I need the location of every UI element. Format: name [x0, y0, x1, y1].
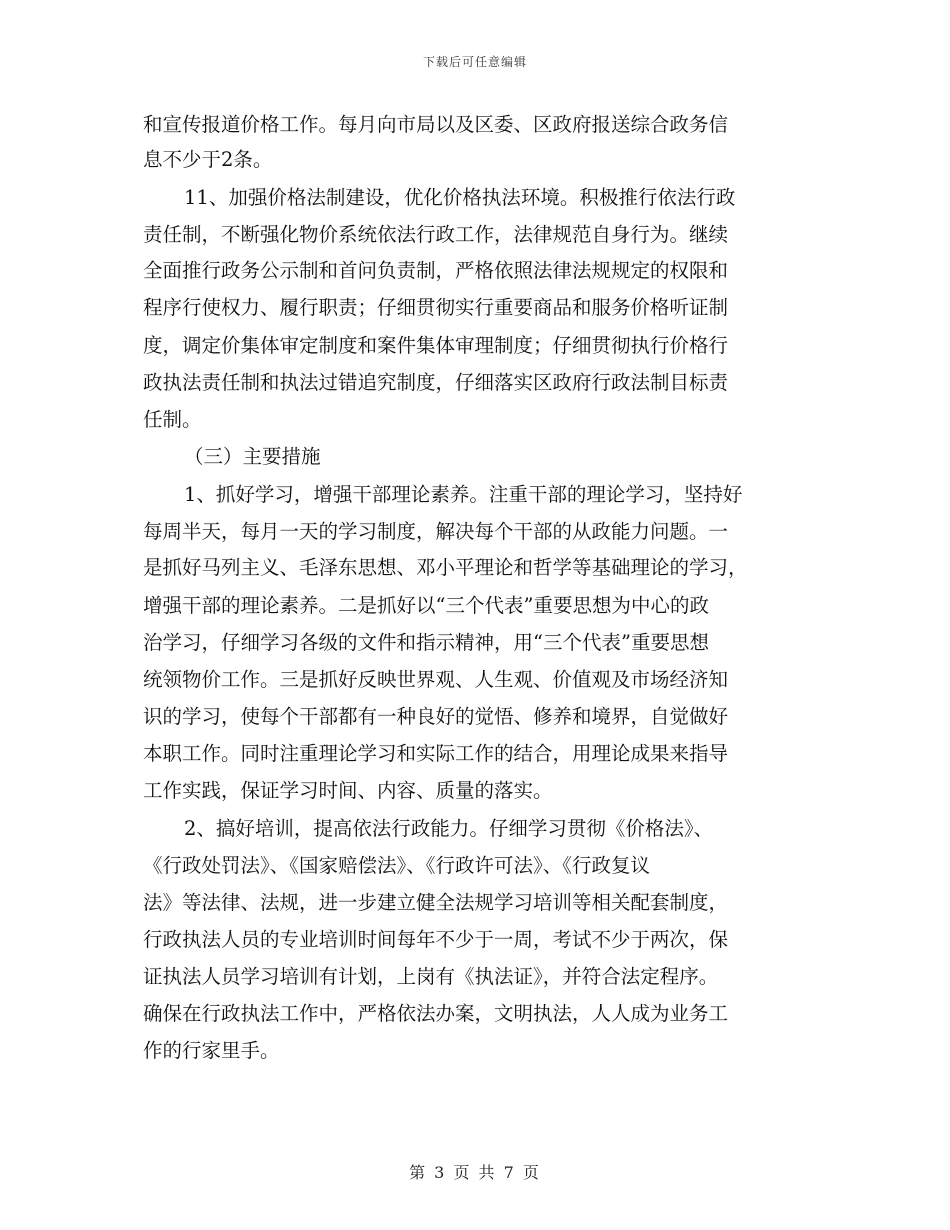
body-line: 增强干部的理论素养。二是抓好以“三个代表”重要思想为中心的政	[143, 594, 709, 617]
body-line: 任制。	[143, 408, 202, 431]
body-line: 治学习，仔细学习各级的文件和指示精神，用“三个代表”重要思想	[143, 631, 709, 654]
body-line: 法》等法律、法规，进一步建立健全法规学习培训等相关配套制度，	[143, 891, 729, 914]
body-line: 识的学习，使每个干部都有一种良好的觉悟、修养和境界，自觉做好	[143, 705, 729, 728]
body-line: 统领物价工作。三是抓好反映世界观、人生观、价值观及市场经济知	[143, 668, 729, 691]
page-header: 下载后可任意编辑	[422, 55, 527, 69]
body-line: 《行政处罚法》、《国家赔偿法》、《行政许可法》、《行政复议	[143, 854, 651, 877]
body-line: 2、搞好培训，提高依法行政能力。仔细学习贯彻《价格法》、	[184, 817, 714, 840]
body-line: 确保在行政执法工作中，严格依法办案，文明执法，人人成为业务工	[143, 1002, 729, 1025]
body-line: 全面推行政务公示制和首问负责制，严格依照法律法规规定的权限和	[143, 259, 729, 282]
body-line: 证执法人员学习培训有计划，上岗有《执法证》，并符合法定程序。	[143, 965, 719, 988]
body-line: 政执法责任制和执法过错追究制度，仔细落实区政府行政法制目标责	[143, 371, 729, 394]
section-heading: （三）主要措施	[184, 445, 321, 468]
body-line: 是抓好马列主义、毛泽东思想、邓小平理论和哲学等基础理论的学习，	[143, 556, 748, 579]
page-number: 第 3 页 共 7 页	[409, 1163, 541, 1182]
body-line: 度，调定价集体审定制度和案件集体审理制度；仔细贯彻执行价格行	[143, 334, 729, 357]
body-line: 责任制，不断强化物价系统依法行政工作，法律规范自身行为。继续	[143, 223, 729, 246]
body-line: 本职工作。同时注重理论学习和实际工作的结合，用理论成果来指导	[143, 742, 729, 765]
body-line: 11、加强价格法制建设，优化价格执法环境。积极推行依法行政	[184, 186, 736, 209]
body-line: 1、抓好学习，增强干部理论素养。注重干部的理论学习，坚持好	[184, 483, 743, 506]
body-line: 行政执法人员的专业培训时间每年不少于一周，考试不少于两次，保	[143, 928, 729, 951]
body-line: 息不少于2条。	[143, 148, 273, 171]
body-line: 程序行使权力、履行职责；仔细贯彻实行重要商品和服务价格听证制	[143, 296, 729, 319]
body-line: 工作实践，保证学习时间、内容、质量的落实。	[143, 779, 553, 802]
body-line: 作的行家里手。	[143, 1039, 280, 1062]
body-line: 每周半天，每月一天的学习制度，解决每个干部的从政能力问题。一	[143, 520, 729, 543]
body-line: 和宣传报道价格工作。每月向市局以及区委、区政府报送综合政务信	[143, 113, 729, 136]
